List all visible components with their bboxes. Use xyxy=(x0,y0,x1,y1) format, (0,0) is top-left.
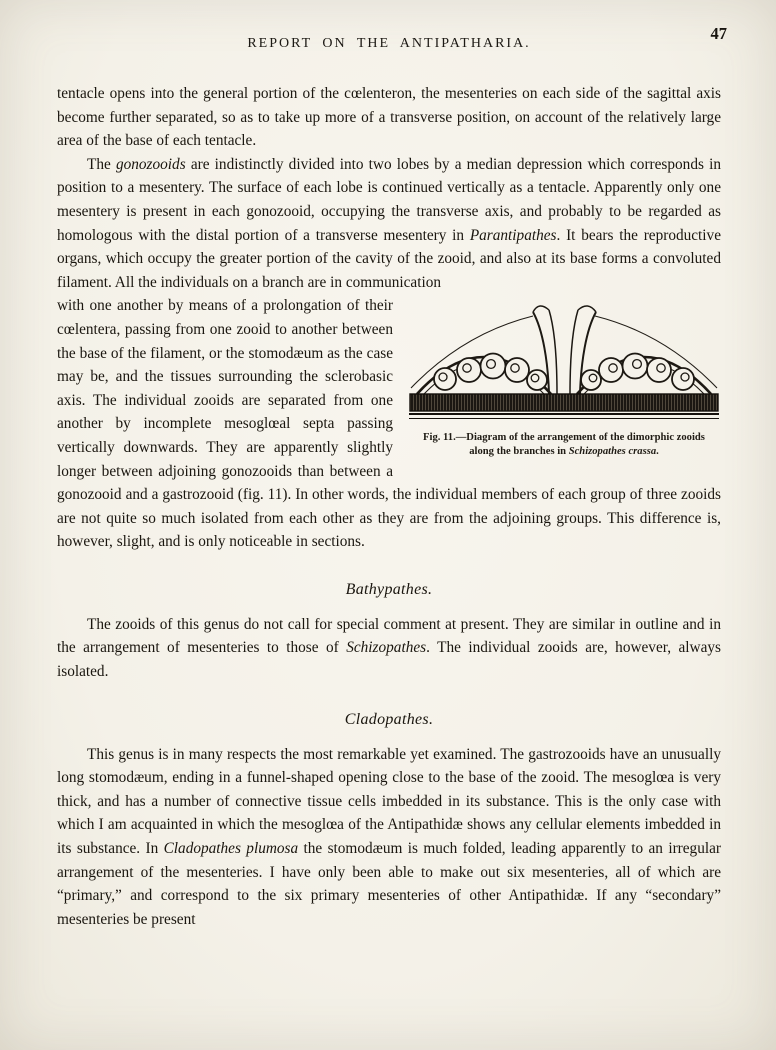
page-header xyxy=(57,24,727,56)
figure-11 xyxy=(407,300,721,458)
paragraph-continuation: tentacle opens into the general portion of the cœlenteron, the mesenteries on each side of the sagittal axis become further separated, so as to take up more of a transverse position, on account of the relatively large area of the base of each tentacle. xyxy=(57,85,721,150)
figure-11-caption: Fig. 11.—Diagram of the arrangement of the dimorphic zooids along the branches in Schizopathes crassa. xyxy=(423,432,705,457)
running-title: REPORT ON THE ANTIPATHARIA. xyxy=(247,36,531,51)
section-heading-bathypathes: Bathypathes. xyxy=(345,580,433,598)
section-heading-cladopathes: Cladopathes. xyxy=(344,710,434,728)
paragraph-bathypathes: The zooids of this genus do not call for special comment at present. They are similar in outline and in the arrangement of mesenteries to those of Schizopathes. The individual zooids are, however, always isolated. xyxy=(57,615,721,681)
paragraph-cladopathes: This genus is in many respects the most remarkable yet examined. The gastrozooids have an unusually long stomodæum, ending in a funnel-shaped opening close to the base of the zooid. The mesoglœa is very thick, and has a number of connective tissue cells imbedded in its substance. This is the only case with which I am acquainted in which the mesoglœa of the Antipathidæ shows any cellular elements imbedded in its substance. In Cladopathes plumosa the stomodæum is much folded, leading apparently to an irregular arrangement of the mesenteries. I have only been able to make out six mesenteries, all of which are “primary,” and correspond to the six primary mesenteries of other Antipathidæ. If any “secondary” mesenteries be present xyxy=(57,745,721,928)
page-number: 47 xyxy=(710,24,727,43)
paragraph-gonozooids: The gonozooids are indistinctly divided into two lobes by a median depression which corresponds in position to a mesentery. The surface of each lobe is continued vertically as a tentacle. Apparently only one mesentery is present in each gonozooid, occupying the transverse axis, and probably to be regarded as homologous with the distal portion of a transverse mesentery in Parantipathes. It bears the reproductive organs, which occupy the greater portion of the cavity of the zooid, and also at its base forms a convoluted filament. All the individuals on a branch are in communication xyxy=(57,155,721,291)
paragraph-text: with one another by means of a prolongation of their cœlentera, passing from one zooid to another between the base of the filament, or the stomodæum as the case may be, and the tissues surrounding the sclerobasic axis. The individual zooids are separated from one another by incomplete mesoglœal septa passing vertically downwards. They are apparently slightly longer between adjoining gonozooids than between a gonozooid and a gastrozooid (fig. 11). In other words, the individual members of each group of three zooids are not quite so much isolated from each other as they are from the adjoining groups. This difference is, however, slight, and is only noticeable in sections. xyxy=(57,297,721,551)
figure-11-diagram xyxy=(409,300,719,424)
paragraph-communication xyxy=(57,294,721,554)
